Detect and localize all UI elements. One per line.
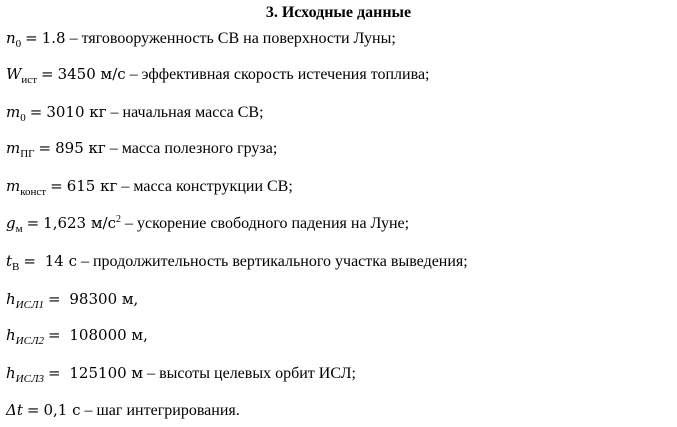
param-description: – шаг интегрирования. (80, 402, 240, 419)
param-symbol: t (6, 252, 13, 270)
param-subscript: ИСЛ1 (15, 299, 45, 311)
param-description: – ускорение свободного падения на Луне; (121, 215, 410, 232)
equals-sign: = (23, 252, 36, 270)
param-symbol: m (6, 103, 21, 121)
param-subscript: конст (20, 186, 47, 198)
param-subscript: ПГ (20, 148, 35, 160)
param-symbol: m (6, 139, 21, 157)
equals-sign: = (50, 177, 63, 195)
param-value: 895 кг (55, 139, 106, 157)
param-symbol: Δt (6, 401, 23, 419)
param-structure-mass (6, 176, 293, 197)
param-subscript: 0 (20, 112, 26, 124)
equals-sign: = (38, 139, 52, 157)
param-initial-mass (6, 102, 264, 123)
equals-sign: = (48, 326, 61, 344)
param-subscript: м (15, 223, 23, 235)
param-value: 3450 м/с (57, 65, 126, 83)
param-symbol: W (6, 65, 22, 83)
param-description: – продолжительность вертикального участка выведения; (76, 253, 468, 270)
param-description: – начальная масса СВ; (106, 104, 264, 121)
equals-sign: = (41, 65, 54, 83)
section-heading: 3. Исходные данные (265, 4, 412, 21)
param-thrust-to-weight (6, 28, 396, 49)
param-value: 0,1 с (43, 401, 81, 419)
param-value: 1,623 м/с (43, 214, 116, 232)
param-value: 125100 м (64, 364, 144, 382)
param-symbol: m (6, 177, 21, 195)
param-payload-mass (6, 138, 277, 159)
param-subscript: ИСЛ3 (15, 373, 45, 385)
equals-sign: = (25, 29, 38, 47)
equals-sign: = (48, 364, 61, 382)
param-orbit-height-1 (6, 289, 138, 310)
param-exhaust-velocity (6, 64, 430, 85)
param-orbit-height-3 (6, 363, 356, 384)
equals-sign: = (26, 214, 40, 232)
param-value: 98300 м, (64, 290, 139, 308)
param-integration-step (6, 400, 240, 421)
param-subscript: В (12, 261, 20, 273)
equals-sign: = (29, 103, 43, 121)
param-description: – эффективная скорость истечения топлива; (125, 66, 430, 83)
param-value: 615 кг (66, 177, 118, 195)
param-symbol: n (6, 29, 16, 47)
param-subscript: ист (21, 74, 37, 86)
param-symbol: h (6, 290, 16, 308)
param-value: 14 с (39, 252, 77, 270)
param-symbol: h (6, 326, 16, 344)
param-symbol: h (6, 364, 16, 382)
param-vertical-duration (6, 251, 468, 272)
param-subscript: ИСЛ2 (15, 335, 45, 347)
param-lunar-gravity (6, 213, 409, 234)
param-description: – масса полезного груза; (105, 140, 278, 157)
param-description: – масса конструкции СВ; (117, 178, 293, 195)
param-value: 1.8 (41, 29, 66, 47)
param-subscript: 0 (15, 38, 22, 50)
param-orbit-height-2 (6, 325, 148, 346)
param-value: 3010 кг (46, 103, 107, 121)
param-symbol: g (6, 214, 16, 232)
equals-sign: = (26, 401, 40, 419)
param-superscript: 2 (116, 214, 121, 225)
param-value: 108000 м, (64, 326, 148, 344)
equals-sign: = (48, 290, 61, 308)
param-description: – высоты целевых орбит ИСЛ; (143, 365, 356, 382)
param-description: – тяговооруженность СВ на поверхности Луны; (65, 30, 396, 47)
